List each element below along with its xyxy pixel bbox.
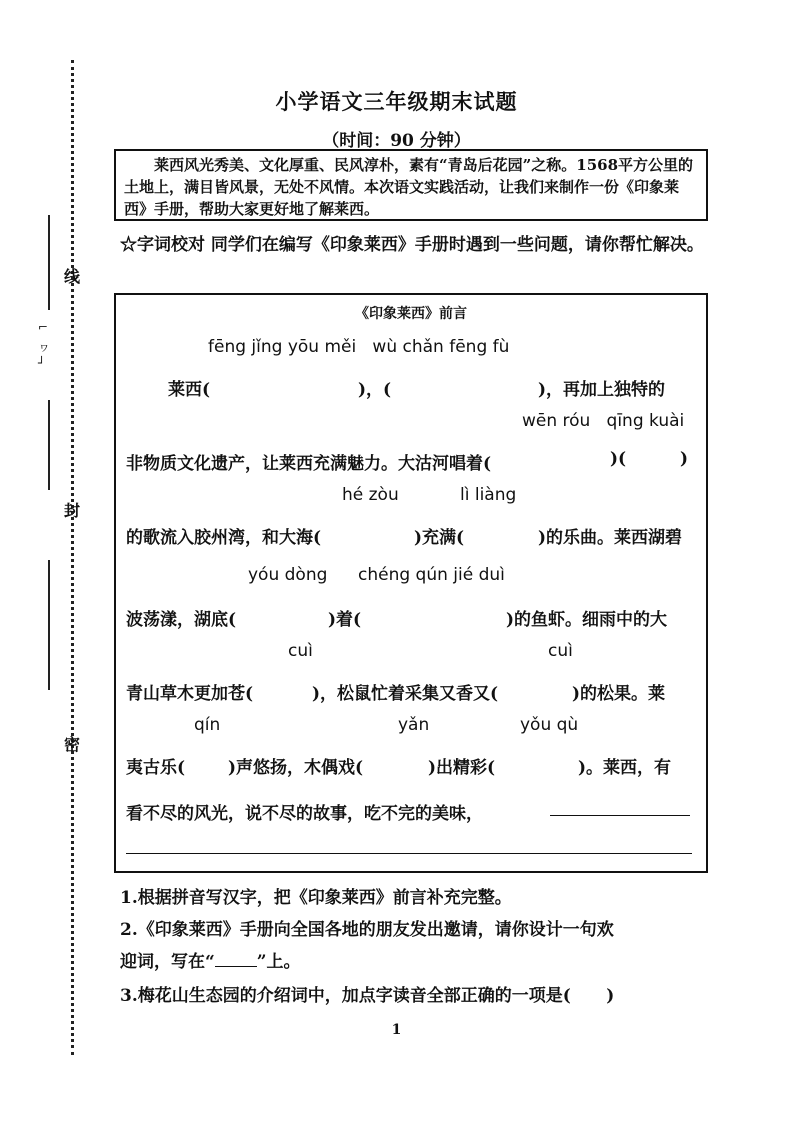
pinyin-row: fēng jǐng yōu měi wù chǎn fēng fù bbox=[208, 337, 510, 357]
preface-text: )( bbox=[610, 449, 627, 469]
preface-text: )。莱西，有 bbox=[578, 758, 672, 778]
preface-text: )，再加上独特的 bbox=[538, 380, 666, 400]
question-2: 2.《印象莱西》手册向全国各地的朋友发出邀请，请你设计一句欢 bbox=[120, 920, 614, 940]
seal-label-line: 线 bbox=[64, 267, 81, 286]
page-number: 1 bbox=[391, 1022, 402, 1038]
binding-line bbox=[48, 215, 50, 310]
preface-text: )，松鼠忙着采集又香又( bbox=[312, 684, 499, 704]
pinyin-row: hé zòu bbox=[342, 485, 399, 505]
preface-text: )，( bbox=[358, 380, 392, 400]
preface-text: )的松果。莱 bbox=[572, 684, 666, 704]
seal-label-seal: 封 bbox=[64, 501, 81, 520]
seal-label-close: 密 bbox=[64, 735, 81, 754]
exam-time: （时间：90 分钟） bbox=[322, 131, 471, 151]
question-2-line-2 bbox=[120, 947, 301, 972]
pinyin-row: yǎn bbox=[398, 715, 430, 735]
pinyin-row: yǒu qù bbox=[520, 715, 579, 735]
binding-mark: ヮ bbox=[38, 340, 51, 354]
welcome-blank-line bbox=[126, 853, 692, 854]
question-2-text: ”上。 bbox=[256, 952, 301, 972]
binding-mark: ┘ bbox=[38, 356, 46, 370]
question-2-text: 迎词，写在“ bbox=[120, 952, 215, 972]
preface-text: 非物质文化遗产，让莱西充满魅力。大沽河唱着( bbox=[126, 454, 492, 474]
preface-text: )的乐曲。莱西湖碧 bbox=[538, 528, 683, 548]
preface-text: )出精彩( bbox=[428, 758, 496, 778]
pinyin-row: lì liàng bbox=[460, 485, 517, 505]
preface-text: 夷古乐( bbox=[126, 758, 186, 778]
pinyin-row: qín bbox=[194, 715, 221, 735]
preface-text: 莱西( bbox=[168, 380, 211, 400]
page-title: 小学语文三年级期末试题 bbox=[275, 89, 518, 114]
preface-text: )声悠扬，木偶戏( bbox=[228, 758, 364, 778]
preface-box bbox=[114, 293, 708, 873]
binding-mark: ⌐ bbox=[38, 320, 49, 334]
binding-dotted-line bbox=[71, 60, 74, 1055]
preface-text: ) bbox=[680, 449, 689, 469]
binding-line bbox=[48, 400, 50, 490]
intro-box: 莱西风光秀美、文化厚重、民风淳朴，素有“青岛后花园”之称。1568平方公里的土地上，满目皆风景，无处不风情。本次语文实践活动，让我们来制作一份《印象莱西》手册，帮助大家更好地了解莱西。 bbox=[114, 149, 708, 221]
preface-title: 《印象莱西》前言 bbox=[355, 306, 467, 322]
preface-text: )的鱼虾。细雨中的大 bbox=[506, 610, 668, 630]
preface-text: 青山草木更加苍( bbox=[126, 684, 254, 704]
answer-blank bbox=[215, 952, 257, 967]
preface-text: )着( bbox=[328, 610, 362, 630]
pinyin-row: cuì bbox=[548, 641, 573, 661]
preface-text: 波荡漾，湖底( bbox=[126, 610, 237, 630]
pinyin-row: cuì bbox=[288, 641, 313, 661]
preface-text: )充满( bbox=[414, 528, 465, 548]
welcome-blank-line bbox=[550, 815, 690, 816]
binding-line bbox=[48, 560, 50, 690]
task-instruction: ☆字词校对 同学们在编写《印象莱西》手册时遇到一些问题，请你帮忙解决。 bbox=[120, 235, 704, 255]
preface-text: 看不尽的风光，说不尽的故事，吃不完的美味， bbox=[126, 804, 483, 824]
pinyin-row: wēn róu qīng kuài bbox=[522, 411, 685, 431]
question-3: 3.梅花山生态园的介绍词中，加点字读音全部正确的一项是( ) bbox=[120, 986, 615, 1006]
preface-text: 的歌流入胶州湾，和大海( bbox=[126, 528, 322, 548]
pinyin-row: chéng qún jié duì bbox=[358, 565, 505, 585]
question-1: 1.根据拼音写汉字，把《印象莱西》前言补充完整。 bbox=[120, 888, 512, 908]
pinyin-row: yóu dòng bbox=[248, 565, 328, 585]
